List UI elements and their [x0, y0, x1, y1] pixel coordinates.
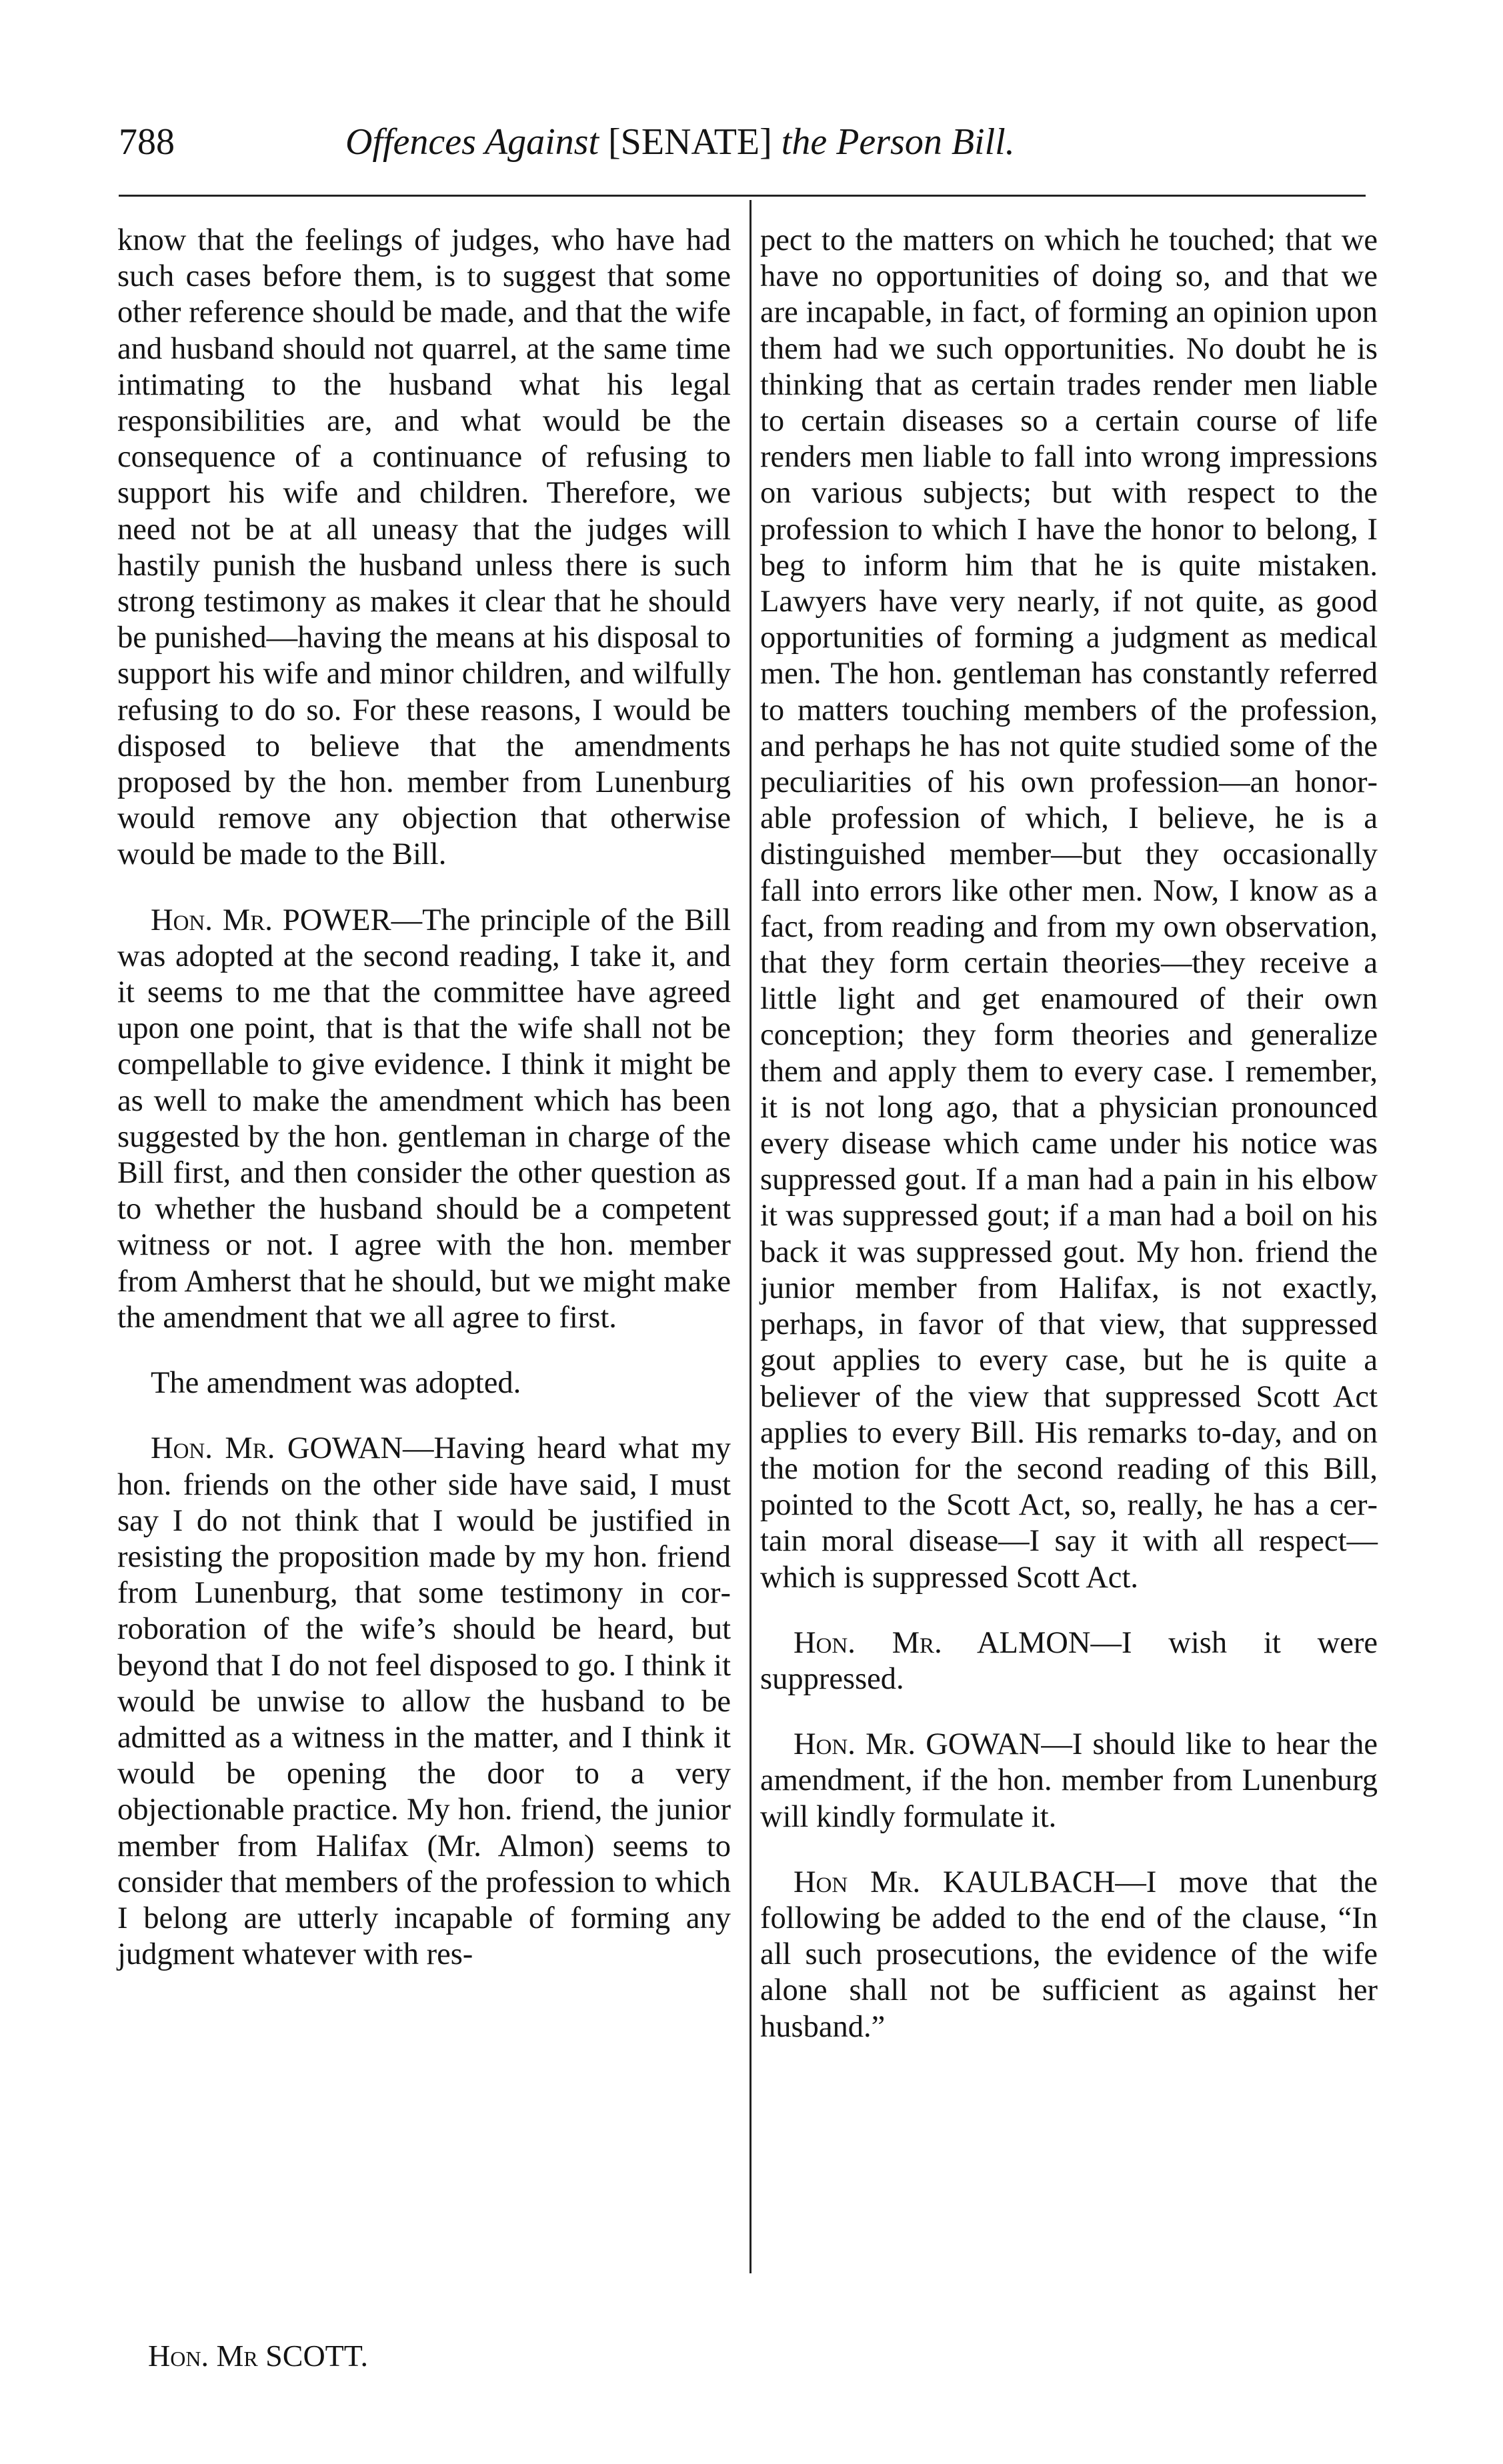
speech-text: —Having heard what my hon. friends on the other side have said, I must say I do not think that I would be justified in resisting the proposition made by my hon. friend from Lunenburg, that some testimony in corroboration of the wife’s should be heard, but beyond that I do not feel disposed to go. I think it would be unwise to allow the husband to be admitted as a witness in the matter, and I think it would be opening the door to a very objectionable practice. My hon. friend, the junior member from Halifax (Mr. Almon) seems to consider that members of the profession to which I belong are utterly incapable of forming any judgment whatever with res-	[117, 1431, 731, 1972]
speaker-name: Hon Mr. KAULBACH	[794, 1865, 1116, 1899]
title-part-2: [SENATE]	[608, 121, 772, 163]
speaker-name: Hon. Mr. GOWAN	[794, 1727, 1042, 1762]
speech-text: —The principle of the Bill was adopted at the second reading, I take it, and it seems to me that the committee have agreed upon one point, that is that the wife shall not be compellable to give evidence. I think it might be as well to make the amendment which has been suggested by the hon. gentleman in charge of the Bill first, and then consider the other question as to whether the husband should be a competent witness or not. I agree with the hon. member from Amherst that he should, but we might make the amendment that we all agree to first.	[117, 903, 731, 1335]
paragraph-almon	[760, 1625, 1378, 1697]
right-column	[760, 223, 1378, 2045]
speech-text: —I should like to hear the amendment, if the hon. member from Lunenburg will kindly formulate it.	[760, 1727, 1378, 1834]
speaker-name: Hon. Mr. GOWAN	[151, 1431, 403, 1466]
paragraph-gowan-continued: pect to the matters on which he touched; that we have no opportunities of doing so, and that we are incapable, in fact, of forming an opinion upon them had we such opportunities. No doubt he is thinking that as certain trades render men liable to certain diseases so a certain course of life renders men liable to fall into wrong impressions on various subjects; but with respect to the profession to which I have the honor to belong, I beg to inform him that he is quite mistaken. Lawyers have very nearly, if not quite, as good opportunities of forming a judgment as medical men. The hon. gentleman has constantly referred to matters touching members of the profession, and perhaps he has not quite studied some of the peculiarities of his own profession—an honorable profession of which, I believe, he is a distinguished member—but they occasionally fall into errors like other men. Now, I know as a fact, from reading and from my own observation, that they form certain theories—they receive a little light and get enamoured of their own conception; they form theories and generalize them and apply them to every case. I remember, it is not long ago, that a physician pronounced every disease which came under his notice was suppressed gout. If a man had a pain in his elbow it was suppressed gout; if a man had a boil on his back it was suppressed gout. My hon. friend the junior member from Halifax, is not exactly, perhaps, in favor of that view, that suppressed gout applies to every case, but he is quite a believer of the view that suppressed Scott Act applies to every Bill. His remarks to-day, and on the motion for the second reading of this Bill, pointed to the Scott Act, so, really, he has a certain moral disease—I say it with all respect—which is suppressed Scott Act.	[760, 223, 1378, 1595]
paragraph-power	[117, 903, 731, 1336]
paragraph-kaulbach	[760, 1865, 1378, 2045]
left-column	[117, 223, 731, 1973]
speech-text: —I wish it were suppressed.	[760, 1625, 1378, 1696]
column-divider	[749, 200, 752, 2273]
paragraph-continuation: know that the feelings of judges, who have had such cases before them, is to suggest that some other reference should be made, and that the wife and husband should not quarrel, at the same time intimating to the husband what his legal responsibilities are, and what would be the consequence of a continuance of refusing to support his wife and children. Therefore, we need not be at all uneasy that the judges will hastily punish the husband unless there is such strong testimony as makes it clear that he should be punished—having the means at his disposal to support his wife and minor children, and wilfully refusing to do so. For these reasons, I would be disposed to believe that the amendments proposed by the hon. member from Lunenburg would remove any objection that otherwise would be made to the Bill.	[117, 223, 731, 872]
title-part-1: Offences Against	[345, 121, 599, 163]
page-number: 788	[119, 121, 175, 163]
running-header	[119, 112, 1366, 172]
speaker-name: Hon. Mr. ALMON	[794, 1625, 1091, 1660]
speaker-name: Hon. Mr. POWER	[151, 903, 391, 937]
running-title	[345, 112, 1015, 172]
title-part-3: the Person Bill.	[781, 121, 1015, 163]
footer-catchword: Hon. Mr SCOTT.	[148, 2339, 368, 2373]
paragraph-gowan	[117, 1431, 731, 1973]
header-rule	[119, 195, 1366, 197]
speech-text: —I move that the following be added to the end of the clause, “In all such prosecutions, the evidence of the wife alone shall not be sufficient as against her husband.”	[760, 1865, 1378, 2044]
paragraph-amendment-adopted: The amendment was adopted.	[151, 1366, 521, 1401]
paragraph-gowan-2	[760, 1727, 1378, 1835]
